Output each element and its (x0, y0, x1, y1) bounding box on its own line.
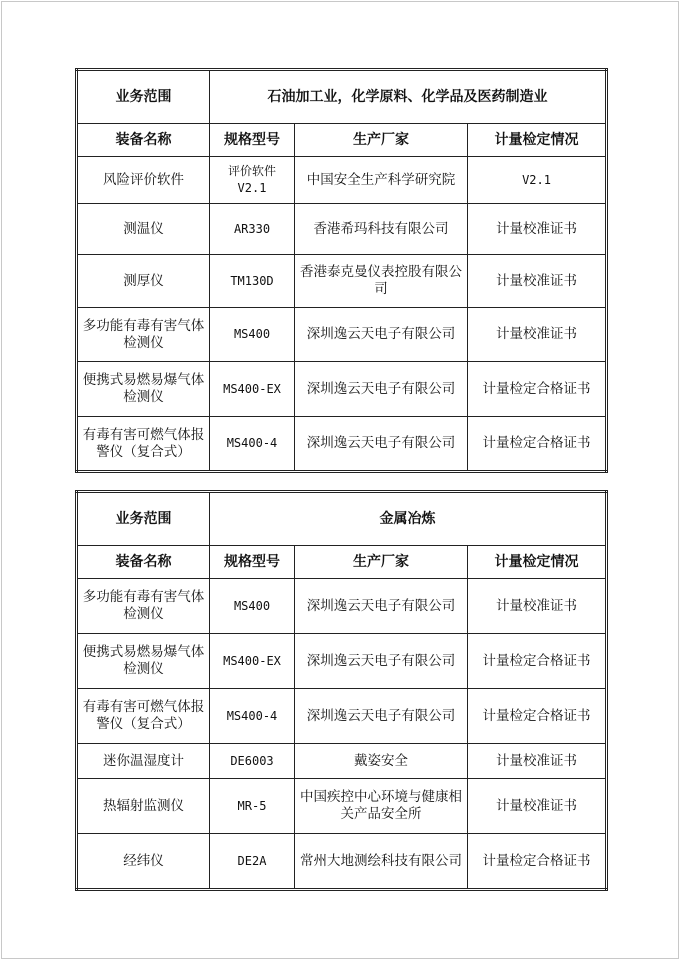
equipment-maker: 戴姿安全 (295, 744, 468, 779)
scope-label: 业务范围 (77, 492, 210, 546)
equipment-model: TM130D (210, 255, 295, 308)
col-header-maker: 生产厂家 (295, 124, 468, 157)
col-header-maker: 生产厂家 (295, 546, 468, 579)
equipment-name: 便携式易燃易爆气体检测仪 (77, 362, 210, 417)
calibration-status: 计量检定合格证书 (468, 689, 607, 744)
equipment-table-petrochemical (75, 68, 608, 473)
equipment-name: 便携式易燃易爆气体检测仪 (77, 634, 210, 689)
equipment-maker: 深圳逸云天电子有限公司 (295, 308, 468, 362)
scope-row (77, 70, 607, 124)
col-header-model: 规格型号 (210, 124, 295, 157)
col-header-name: 装备名称 (77, 124, 210, 157)
calibration-status: 计量校准证书 (468, 255, 607, 308)
col-header-status: 计量检定情况 (468, 124, 607, 157)
equipment-maker: 深圳逸云天电子有限公司 (295, 417, 468, 472)
table-row (77, 634, 607, 689)
table-row (77, 204, 607, 255)
calibration-status: 计量校准证书 (468, 779, 607, 834)
equipment-model: AR330 (210, 204, 295, 255)
equipment-model: MS400 (210, 308, 295, 362)
col-header-status: 计量检定情况 (468, 546, 607, 579)
equipment-maker: 中国疾控中心环境与健康相关产品安全所 (295, 779, 468, 834)
header-row (77, 546, 607, 579)
equipment-name: 有毒有害可燃气体报警仪（复合式） (77, 689, 210, 744)
table-row (77, 744, 607, 779)
calibration-status: 计量校准证书 (468, 308, 607, 362)
equipment-name: 测厚仪 (77, 255, 210, 308)
calibration-status: 计量检定合格证书 (468, 834, 607, 890)
table-row (77, 834, 607, 890)
equipment-name: 热辐射监测仪 (77, 779, 210, 834)
calibration-status: 计量校准证书 (468, 204, 607, 255)
equipment-model: MS400 (210, 579, 295, 634)
equipment-name: 多功能有毒有害气体检测仪 (77, 308, 210, 362)
equipment-maker: 深圳逸云天电子有限公司 (295, 634, 468, 689)
scope-label: 业务范围 (77, 70, 210, 124)
equipment-name: 有毒有害可燃气体报警仪（复合式） (77, 417, 210, 472)
equipment-name: 风险评价软件 (77, 157, 210, 204)
equipment-model: MS400-EX (210, 634, 295, 689)
equipment-model: MS400-4 (210, 417, 295, 472)
calibration-status: 计量检定合格证书 (468, 362, 607, 417)
table-row (77, 779, 607, 834)
equipment-model: MS400-EX (210, 362, 295, 417)
equipment-name: 多功能有毒有害气体检测仪 (77, 579, 210, 634)
calibration-status: 计量校准证书 (468, 744, 607, 779)
scope-row (77, 492, 607, 546)
scope-value: 金属冶炼 (210, 492, 607, 546)
calibration-status: 计量检定合格证书 (468, 417, 607, 472)
equipment-name: 迷你温湿度计 (77, 744, 210, 779)
equipment-maker: 深圳逸云天电子有限公司 (295, 579, 468, 634)
equipment-maker: 香港希玛科技有限公司 (295, 204, 468, 255)
equipment-table-metallurgy (75, 490, 608, 891)
calibration-status: 计量校准证书 (468, 579, 607, 634)
equipment-name: 经纬仪 (77, 834, 210, 890)
scope-value: 石油加工业，化学原料、化学品及医药制造业 (210, 70, 607, 124)
equipment-model: MS400-4 (210, 689, 295, 744)
equipment-model: DE2A (210, 834, 295, 890)
table-row (77, 579, 607, 634)
col-header-model: 规格型号 (210, 546, 295, 579)
equipment-maker: 香港泰克曼仪表控股有限公司 (295, 255, 468, 308)
equipment-maker: 常州大地测绘科技有限公司 (295, 834, 468, 890)
equipment-maker: 中国安全生产科学研究院 (295, 157, 468, 204)
table-row (77, 255, 607, 308)
equipment-model: MR-5 (210, 779, 295, 834)
equipment-name: 测温仪 (77, 204, 210, 255)
table-row (77, 157, 607, 204)
equipment-maker: 深圳逸云天电子有限公司 (295, 689, 468, 744)
table-row (77, 417, 607, 472)
equipment-model: DE6003 (210, 744, 295, 779)
table-row (77, 308, 607, 362)
header-row (77, 124, 607, 157)
equipment-model: 评价软件V2.1 (210, 157, 295, 204)
table-row (77, 362, 607, 417)
equipment-maker: 深圳逸云天电子有限公司 (295, 362, 468, 417)
col-header-name: 装备名称 (77, 546, 210, 579)
calibration-status: 计量检定合格证书 (468, 634, 607, 689)
table-row (77, 689, 607, 744)
calibration-status: V2.1 (468, 157, 607, 204)
